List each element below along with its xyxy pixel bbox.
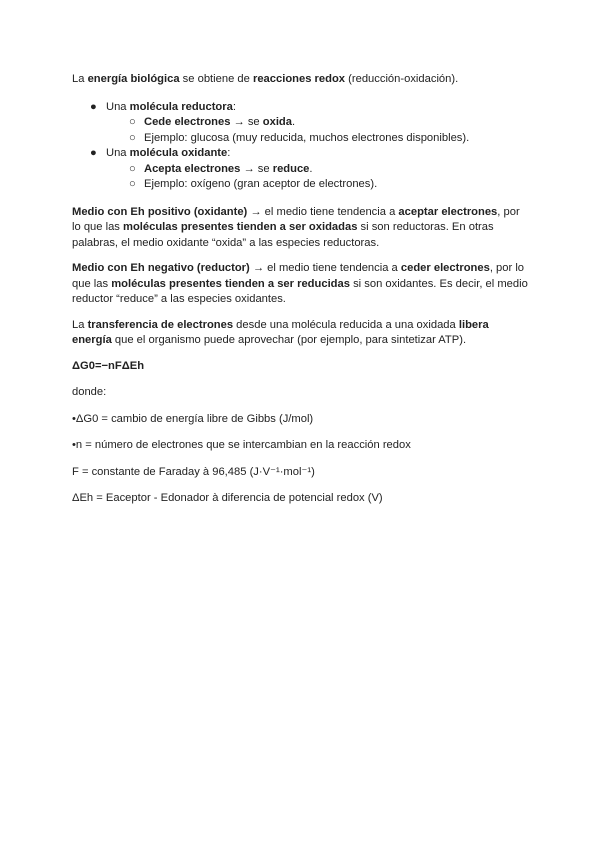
sub-bold: reduce	[272, 162, 310, 175]
intro-bold-energia: energía biológica	[87, 73, 180, 85]
para-text: si son oxidantes. Es decir, el medio reductor “reduce” a las especies oxidantes.	[72, 277, 528, 305]
sub-item-acepta	[72, 162, 528, 178]
list-bold: molécula reductora	[129, 100, 233, 113]
formula	[72, 359, 528, 375]
bullet-icon: ●	[90, 147, 97, 159]
sub-bold: Acepta electrones	[144, 162, 241, 175]
para-bold: libera energía	[72, 318, 489, 346]
sub-text: → se	[240, 162, 273, 175]
list-text: Una	[106, 147, 130, 159]
bullet-icon: ●	[90, 100, 97, 113]
para-text: desde una molécula reducida a una oxidada	[233, 318, 459, 331]
para-bold: Medio con Eh negativo (reductor)	[72, 262, 250, 274]
sub-text: Ejemplo: oxígeno (gran aceptor de electrones).	[144, 178, 378, 190]
para-bold: moléculas presentes tienden a ser reducidas	[111, 277, 350, 290]
para-bold: transferencia de electrones	[87, 318, 234, 331]
para-bold: aceptar electrones	[398, 205, 498, 218]
sub-bold: oxida	[262, 116, 292, 128]
list-item-reductora	[72, 100, 528, 116]
list-bold: molécula oxidante	[129, 147, 228, 159]
intro-text: se obtiene de	[179, 73, 253, 85]
para-text: → el medio tiene tendencia a	[249, 262, 401, 274]
para-text: que el organismo puede aprovechar (por ejemplo, para sintetizar ATP).	[111, 334, 467, 346]
para-text: → el medio tiene tendencia a	[247, 205, 399, 218]
list-text: Una	[106, 100, 130, 113]
formula-text: ΔG0=−nFΔEh	[72, 359, 145, 372]
circle-bullet-icon: ○	[129, 162, 136, 175]
sub-text: .	[292, 116, 296, 128]
list-text: :	[227, 147, 231, 159]
document-page	[72, 72, 528, 507]
sub-item-glucosa	[72, 131, 528, 147]
circle-bullet-icon: ○	[129, 131, 136, 144]
para-text: si son reductoras. En otras palabras, el medio oxidante “oxida” a las especies reductoras.	[72, 221, 494, 249]
paragraph-medio-reductor	[72, 261, 528, 308]
def-delta-g: •ΔG0 = cambio de energía libre de Gibbs (J/mol)	[72, 412, 314, 425]
paragraph-medio-oxidante	[72, 205, 528, 252]
sub-text: .	[309, 162, 313, 175]
sub-text: Ejemplo: glucosa (muy reducida, muchos electrones disponibles).	[144, 131, 470, 144]
sub-item-oxigeno	[72, 177, 528, 193]
intro-text: (reducción-oxidación).	[345, 73, 459, 85]
para-text: La	[72, 318, 88, 331]
circle-bullet-icon: ○	[129, 116, 136, 128]
intro-paragraph	[72, 72, 528, 88]
sub-bold: Cede electrones	[144, 116, 231, 128]
redox-list	[72, 100, 528, 193]
para-bold: moléculas presentes tienden a ser oxidadas	[123, 221, 358, 233]
def-delta-eh: ΔEh = Eaceptor - Edonador à diferencia de potencial redox (V)	[72, 492, 383, 504]
paragraph-transferencia	[72, 318, 528, 349]
para-bold: Medio con Eh positivo (oxidante)	[72, 205, 248, 218]
intro-bold-redox: reacciones redox	[252, 73, 346, 85]
donde-label: donde:	[72, 386, 107, 398]
sub-item-cede	[72, 115, 528, 131]
list-text: :	[232, 100, 236, 113]
def-n: •n = número de electrones que se intercambian en la reacción redox	[72, 439, 411, 451]
para-text: , por lo que las	[72, 205, 520, 233]
para-text: , por lo que las	[72, 262, 525, 290]
circle-bullet-icon: ○	[129, 178, 136, 190]
para-bold: ceder electrones	[400, 262, 490, 274]
list-item-oxidante	[72, 146, 528, 162]
intro-text: La	[72, 73, 88, 85]
def-faraday: F = constante de Faraday à 96,485 (J·V⁻¹·mol⁻¹)	[72, 465, 315, 478]
sub-text: → se	[230, 116, 263, 128]
